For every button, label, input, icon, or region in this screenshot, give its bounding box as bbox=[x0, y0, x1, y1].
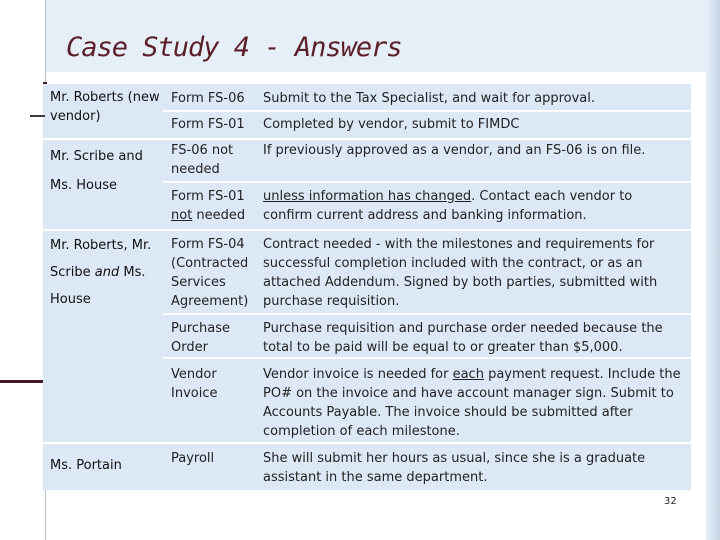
row-divider bbox=[163, 357, 691, 359]
table-row-name: Ms. Portain bbox=[50, 456, 162, 475]
name-part: Ms. bbox=[119, 265, 146, 280]
row-divider bbox=[43, 229, 691, 231]
desc-emphasis: each bbox=[452, 367, 484, 382]
name-line: Ms. House bbox=[50, 178, 117, 193]
form-label: needed bbox=[192, 208, 246, 223]
left-accent-tick bbox=[30, 115, 45, 117]
slide-right-border bbox=[706, 0, 720, 540]
row-divider bbox=[163, 110, 691, 112]
table-row-form bbox=[171, 187, 259, 225]
table-row-form: Purchase Order bbox=[171, 319, 259, 357]
answers-table bbox=[43, 84, 691, 490]
name-line bbox=[50, 263, 164, 282]
table-row-form: Vendor Invoice bbox=[171, 365, 259, 403]
table-row-name: Mr. Roberts (new vendor) bbox=[50, 90, 160, 124]
table-row-description: Completed by vendor, submit to FIMDC bbox=[263, 115, 683, 134]
name-line: Mr. Scribe and bbox=[50, 149, 143, 164]
table-row-description: Submit to the Tax Specialist, and wait for approval. bbox=[263, 89, 683, 108]
row-divider bbox=[43, 442, 691, 444]
table-row-form: Form FS-01 bbox=[171, 115, 259, 134]
desc-emphasis: unless information has changed bbox=[263, 189, 472, 204]
row-divider bbox=[163, 181, 691, 183]
name-part: and bbox=[94, 265, 120, 280]
table-row-form: Form FS-06 bbox=[171, 89, 259, 108]
name-line: House bbox=[50, 292, 91, 307]
table-row-name bbox=[50, 236, 164, 309]
table-row-description bbox=[263, 365, 685, 441]
table-row-form: Form FS-04 (Contracted Services Agreement) bbox=[171, 235, 259, 311]
table-row-description: If previously approved as a vendor, and an FS-06 is on file. bbox=[263, 141, 683, 160]
row-divider bbox=[43, 138, 691, 140]
table-row-description: Contract needed - with the milestones and requirements for successful completion included with the contract, or as an attached Addendum. Signed by both parties, submitted with purchase requisition. bbox=[263, 235, 685, 311]
desc-text: Vendor invoice is needed for bbox=[263, 367, 453, 382]
desc-text: payment request. Include the PO# on the invoice and have account manager sign. Submit to Accounts Payable. The invoice should be submitted after completion of each milestone. bbox=[263, 367, 681, 439]
table-row-description: She will submit her hours as usual, since she is a graduate assistant in the same department. bbox=[263, 449, 683, 487]
name-part: Scribe bbox=[50, 265, 95, 280]
table-row-description bbox=[263, 187, 683, 225]
name-line: Mr. Roberts, Mr. bbox=[50, 238, 152, 253]
table-row-description: Purchase requisition and purchase order needed because the total to be paid will be equal to or greater than $5,000. bbox=[263, 319, 685, 357]
table-row-form: FS-06 not needed bbox=[171, 141, 259, 179]
row-divider bbox=[163, 313, 691, 315]
page-title: Case Study 4 - Answers bbox=[66, 32, 402, 63]
table-row-form: Payroll bbox=[171, 449, 259, 468]
form-label: Form FS-01 bbox=[171, 189, 245, 204]
form-emphasis: not bbox=[171, 208, 193, 223]
desc-text: . Contact each vendor to confirm current address and banking information. bbox=[263, 189, 633, 223]
table-row-name bbox=[50, 147, 162, 195]
page-number: 32 bbox=[664, 496, 677, 507]
